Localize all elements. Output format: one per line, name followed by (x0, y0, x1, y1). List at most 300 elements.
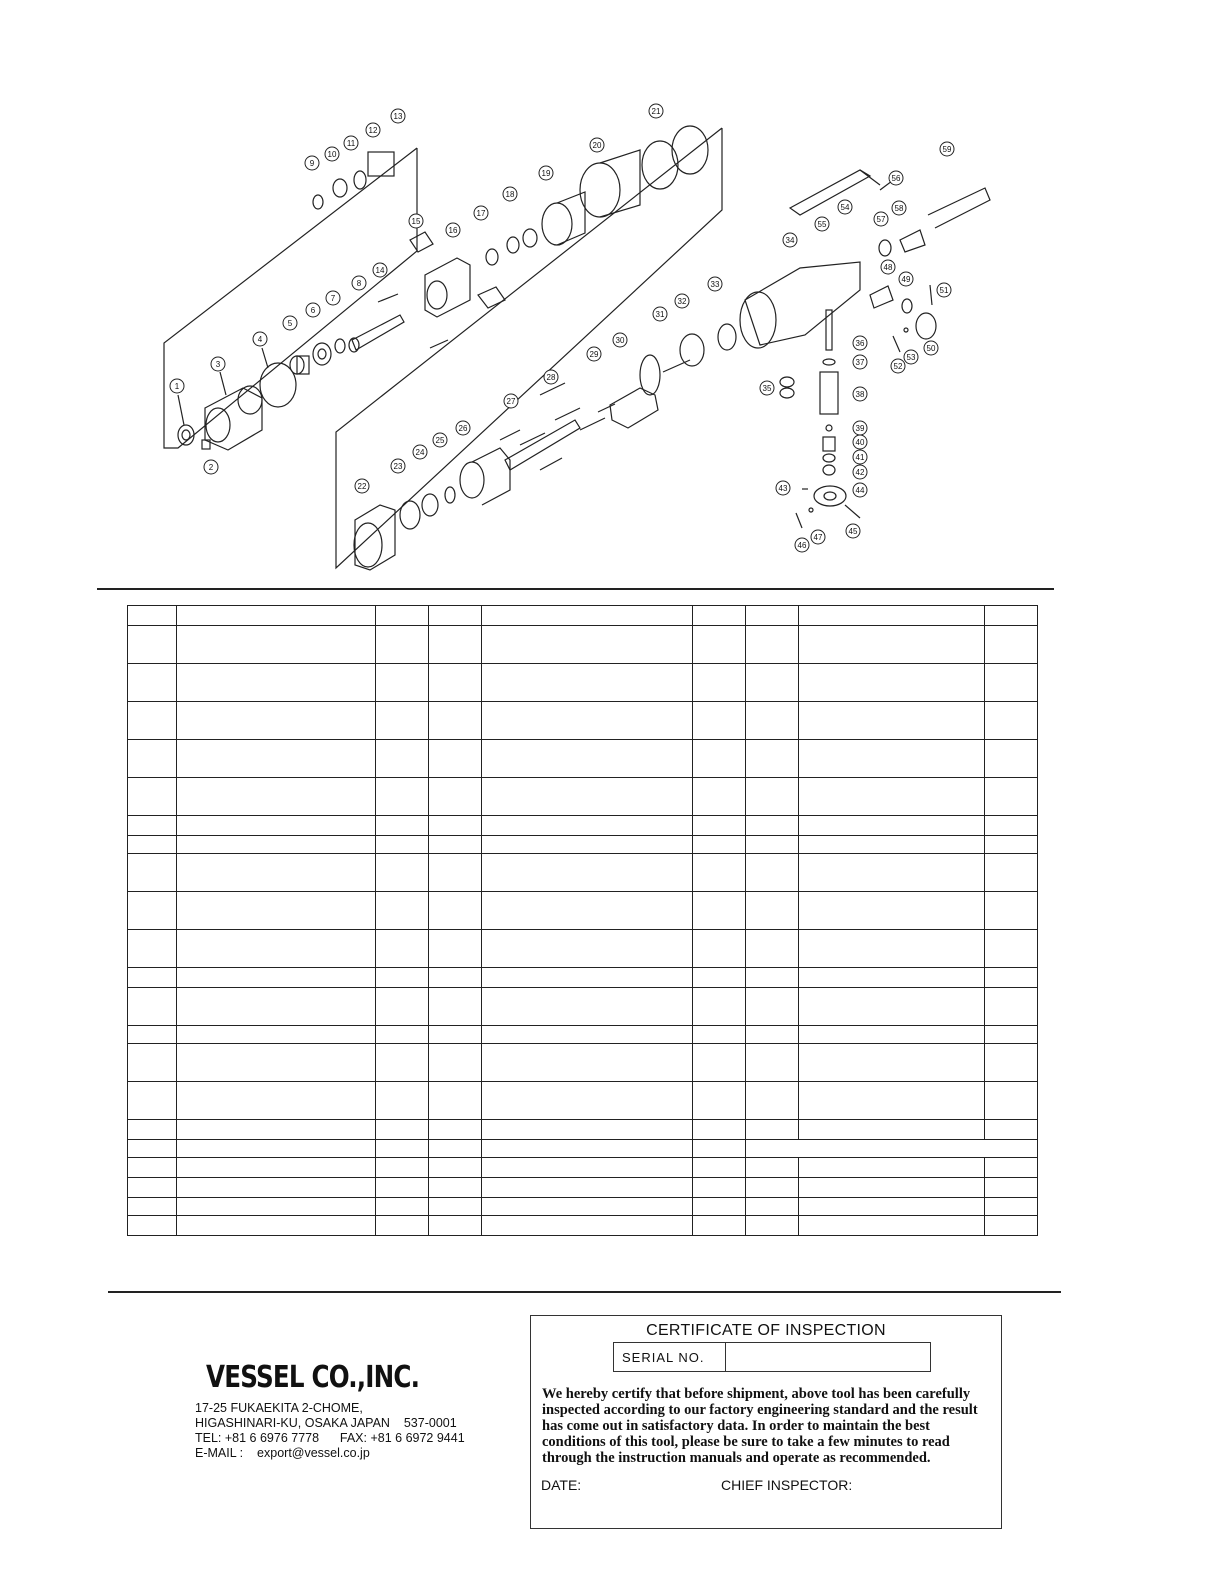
table-cell (693, 1140, 746, 1158)
callout-label-24: 24 (415, 448, 425, 457)
table-cell (128, 892, 177, 930)
table-cell (482, 778, 693, 816)
table-row (128, 606, 1038, 626)
table-cell (746, 968, 799, 988)
table-cell (482, 606, 693, 626)
table-cell (746, 1216, 799, 1236)
table-cell (429, 1178, 482, 1198)
table-cell (482, 626, 693, 664)
table-cell (746, 854, 799, 892)
callout-label-32: 32 (677, 297, 687, 306)
certificate-footer (541, 1477, 991, 1493)
callout-label-52: 52 (893, 362, 903, 371)
table-cell (376, 664, 429, 702)
callout-label-19: 19 (541, 169, 551, 178)
callout-label-50: 50 (926, 344, 936, 353)
table-cell (693, 968, 746, 988)
table-cell (482, 1198, 693, 1216)
table-cell (482, 836, 693, 854)
callout-label-31: 31 (655, 310, 665, 319)
callout-label-40: 40 (855, 438, 865, 447)
table-cell (429, 1082, 482, 1120)
table-row (128, 778, 1038, 816)
table-cell (693, 892, 746, 930)
table-cell (985, 836, 1038, 854)
table-cell (376, 1140, 429, 1158)
callout-label-15: 15 (411, 217, 421, 226)
table-cell (429, 892, 482, 930)
table-cell (746, 930, 799, 968)
table-cell (429, 626, 482, 664)
table-cell (376, 968, 429, 988)
table-cell (429, 816, 482, 836)
table-cell (429, 968, 482, 988)
address-line-2: HIGASHINARI-KU, OSAKA JAPAN 537-0001 (195, 1416, 457, 1430)
table-cell (985, 930, 1038, 968)
callout-label-45: 45 (848, 527, 858, 536)
table-cell (376, 892, 429, 930)
table-row (128, 1216, 1038, 1236)
table-cell (985, 968, 1038, 988)
frame-front (164, 148, 417, 448)
table-cell (482, 892, 693, 930)
callout-label-57: 57 (876, 215, 886, 224)
table-cell (693, 1198, 746, 1216)
callout-label-3: 3 (215, 360, 221, 369)
table-cell (746, 836, 799, 854)
table-cell (746, 1158, 799, 1178)
table-row (128, 816, 1038, 836)
table-cell (693, 664, 746, 702)
table-cell (693, 988, 746, 1026)
table-cell (429, 606, 482, 626)
table-cell (482, 968, 693, 988)
callout-label-35: 35 (762, 384, 772, 393)
table-cell (746, 1082, 799, 1120)
table-cell (799, 892, 985, 930)
callout-label-9: 9 (309, 159, 315, 168)
table-cell (985, 988, 1038, 1026)
table-cell (376, 1026, 429, 1044)
table-cell (482, 854, 693, 892)
table-cell (128, 1082, 177, 1120)
serial-number-box (613, 1342, 931, 1372)
callout-label-51: 51 (939, 286, 949, 295)
divider-bottom (108, 1291, 1061, 1293)
callout-label-11: 11 (346, 139, 356, 148)
table-row (128, 1178, 1038, 1198)
table-cell (799, 836, 985, 854)
table-cell (799, 1216, 985, 1236)
table-cell (746, 816, 799, 836)
callout-label-26: 26 (458, 424, 468, 433)
table-cell (177, 702, 376, 740)
table-cell (128, 1178, 177, 1198)
callout-label-23: 23 (393, 462, 403, 471)
table-cell (128, 664, 177, 702)
callout-label-59: 59 (942, 145, 952, 154)
table-cell (128, 1044, 177, 1082)
table-cell (177, 626, 376, 664)
table-cell (177, 606, 376, 626)
table-cell (985, 702, 1038, 740)
table-cell (429, 1044, 482, 1082)
callout-label-25: 25 (435, 436, 445, 445)
table-cell (746, 626, 799, 664)
callout-label-27: 27 (506, 397, 516, 406)
table-cell (799, 930, 985, 968)
callout-label-55: 55 (817, 220, 827, 229)
callout-label-13: 13 (393, 112, 403, 121)
certificate-body: We hereby certify that before shipment, above tool has been carefully inspected according to our factory engineering standard and the result has come out in satisfactory data. In order to maintain the best conditions of this tool, please be sure to take a few minutes to read through the instruction manuals and operate as recommended. (542, 1386, 978, 1466)
table-cell (693, 930, 746, 968)
table-cell (985, 606, 1038, 626)
table-row (128, 740, 1038, 778)
table-row (128, 836, 1038, 854)
callout-label-14: 14 (375, 266, 385, 275)
table-row (128, 664, 1038, 702)
table-cell (482, 1120, 693, 1140)
table-cell (693, 816, 746, 836)
callout-label-2: 2 (208, 463, 214, 472)
table-row (128, 930, 1038, 968)
table-row (128, 1026, 1038, 1044)
table-cell (693, 1216, 746, 1236)
table-cell (799, 854, 985, 892)
table-cell (376, 702, 429, 740)
table-cell (376, 1178, 429, 1198)
table-row (128, 988, 1038, 1026)
table-cell (177, 740, 376, 778)
table-cell (177, 1082, 376, 1120)
table-cell (985, 664, 1038, 702)
table-cell (429, 1158, 482, 1178)
table-cell (799, 740, 985, 778)
callout-label-17: 17 (476, 209, 486, 218)
table-cell (128, 854, 177, 892)
table-cell (985, 626, 1038, 664)
table-cell (693, 1044, 746, 1082)
table-cell (177, 930, 376, 968)
callout-label-48: 48 (883, 263, 893, 272)
serial-value-field (726, 1343, 930, 1371)
table-cell (746, 1198, 799, 1216)
table-cell (985, 1120, 1038, 1140)
table-cell (985, 1044, 1038, 1082)
table-cell (376, 836, 429, 854)
table-cell (376, 1216, 429, 1236)
table-cell (746, 988, 799, 1026)
table-cell (376, 1158, 429, 1178)
email-line: E-MAIL : export@vessel.co.jp (195, 1446, 370, 1460)
table-cell (429, 1026, 482, 1044)
table-cell (985, 1082, 1038, 1120)
callout-label-38: 38 (855, 390, 865, 399)
table-row (128, 1158, 1038, 1178)
callout-label-18: 18 (505, 190, 515, 199)
table-cell (746, 1120, 799, 1140)
table-cell (376, 1120, 429, 1140)
callout-label-29: 29 (589, 350, 599, 359)
callout-label-47: 47 (813, 533, 823, 542)
table-cell (128, 1140, 177, 1158)
table-cell (985, 778, 1038, 816)
diagram-svg (0, 0, 1225, 585)
table-cell (693, 1026, 746, 1044)
table-cell (177, 1158, 376, 1178)
table-cell (693, 1158, 746, 1178)
callout-label-44: 44 (855, 486, 865, 495)
phone-fax-line: TEL: +81 6 6976 7778 FAX: +81 6 6972 9441 (195, 1431, 465, 1445)
callout-label-1: 1 (174, 382, 180, 391)
table-cell (429, 740, 482, 778)
table-cell (746, 1044, 799, 1082)
callout-label-30: 30 (615, 336, 625, 345)
table-cell (429, 778, 482, 816)
table-row (128, 1044, 1038, 1082)
callout-label-56: 56 (891, 174, 901, 183)
callout-label-7: 7 (330, 294, 336, 303)
table-cell (482, 1026, 693, 1044)
table-cell (985, 854, 1038, 892)
table-cell (985, 1178, 1038, 1198)
callout-label-22: 22 (357, 482, 367, 491)
callout-label-37: 37 (855, 358, 865, 367)
callout-label-4: 4 (257, 335, 263, 344)
table-cell (177, 1198, 376, 1216)
table-cell (693, 626, 746, 664)
table-cell (128, 930, 177, 968)
table-cell (376, 1082, 429, 1120)
table-cell (177, 778, 376, 816)
table-cell (799, 816, 985, 836)
table-cell (128, 1216, 177, 1236)
callout-label-53: 53 (906, 353, 916, 362)
table-cell (799, 626, 985, 664)
callout-label-5: 5 (287, 319, 293, 328)
table-cell (799, 1198, 985, 1216)
table-cell (693, 606, 746, 626)
table-cell (429, 854, 482, 892)
table-cell (693, 854, 746, 892)
table-cell (482, 1082, 693, 1120)
callout-label-54: 54 (840, 203, 850, 212)
table-cell (799, 702, 985, 740)
parts-table (127, 605, 1038, 1236)
table-cell (376, 740, 429, 778)
table-cell (429, 1120, 482, 1140)
table-cell (799, 606, 985, 626)
table-cell (429, 1216, 482, 1236)
table-cell (746, 892, 799, 930)
table-cell (429, 1198, 482, 1216)
table-cell (746, 1026, 799, 1044)
table-cell (482, 816, 693, 836)
table-cell (985, 1198, 1038, 1216)
callout-label-58: 58 (894, 204, 904, 213)
table-cell (482, 1140, 693, 1158)
table-cell (128, 836, 177, 854)
table-cell (799, 664, 985, 702)
table-cell (799, 988, 985, 1026)
table-cell (376, 816, 429, 836)
table-cell (177, 854, 376, 892)
table-cell (177, 816, 376, 836)
callout-label-10: 10 (327, 150, 337, 159)
table-cell (746, 702, 799, 740)
table-cell (429, 702, 482, 740)
callout-label-16: 16 (448, 226, 458, 235)
table-row (128, 1140, 1038, 1158)
table-cell (376, 606, 429, 626)
table-cell (746, 740, 799, 778)
callout-label-39: 39 (855, 424, 865, 433)
table-cell (376, 854, 429, 892)
table-cell (693, 778, 746, 816)
company-name: VESSEL CO.,INC. (206, 1360, 420, 1395)
table-cell (799, 1082, 985, 1120)
table-cell (128, 1158, 177, 1178)
table-cell (985, 892, 1038, 930)
table-cell (693, 702, 746, 740)
divider-top (97, 588, 1054, 590)
table-cell (693, 740, 746, 778)
table-cell (429, 988, 482, 1026)
table-cell (376, 778, 429, 816)
table-cell (746, 664, 799, 702)
table-cell (128, 968, 177, 988)
table-row (128, 892, 1038, 930)
table-cell (985, 816, 1038, 836)
callout-label-8: 8 (356, 279, 362, 288)
table-cell (128, 778, 177, 816)
table-cell (799, 1026, 985, 1044)
table-cell (429, 836, 482, 854)
table-row (128, 1198, 1038, 1216)
table-cell (177, 1178, 376, 1198)
table-cell (985, 1158, 1038, 1178)
table-cell (429, 930, 482, 968)
table-row (128, 1082, 1038, 1120)
table-cell (429, 1140, 482, 1158)
callout-label-6: 6 (310, 306, 316, 315)
certificate-of-inspection (530, 1315, 1002, 1529)
table-cell (746, 1140, 1038, 1158)
address-line-1: 17-25 FUKAEKITA 2-CHOME, (195, 1401, 363, 1415)
callout-label-20: 20 (592, 141, 602, 150)
table-cell (376, 930, 429, 968)
table-cell (693, 1120, 746, 1140)
table-cell (482, 1178, 693, 1198)
callout-label-33: 33 (710, 280, 720, 289)
callout-label-41: 41 (855, 453, 865, 462)
table-cell (177, 968, 376, 988)
table-cell (177, 988, 376, 1026)
table-cell (799, 1158, 985, 1178)
callout-label-46: 46 (797, 541, 807, 550)
table-cell (376, 1044, 429, 1082)
table-cell (177, 836, 376, 854)
table-cell (482, 664, 693, 702)
callout-label-12: 12 (368, 126, 378, 135)
table-row (128, 702, 1038, 740)
table-cell (128, 606, 177, 626)
table-row (128, 626, 1038, 664)
table-cell (799, 778, 985, 816)
table-cell (177, 1140, 376, 1158)
callout-label-28: 28 (546, 373, 556, 382)
table-cell (128, 816, 177, 836)
table-row (128, 968, 1038, 988)
table-cell (177, 1216, 376, 1236)
table-cell (177, 664, 376, 702)
table-cell (376, 626, 429, 664)
table-cell (128, 1120, 177, 1140)
table-cell (985, 740, 1038, 778)
table-cell (128, 702, 177, 740)
table-cell (482, 1216, 693, 1236)
table-cell (482, 1044, 693, 1082)
table-cell (799, 1178, 985, 1198)
table-cell (693, 836, 746, 854)
table-row (128, 1120, 1038, 1140)
table-cell (799, 1044, 985, 1082)
table-cell (376, 988, 429, 1026)
table-cell (429, 664, 482, 702)
table-cell (177, 1044, 376, 1082)
table-cell (746, 606, 799, 626)
table-cell (128, 1026, 177, 1044)
table-cell (128, 1198, 177, 1216)
table-cell (482, 702, 693, 740)
chief-inspector-label: CHIEF INSPECTOR: (721, 1477, 853, 1493)
table-cell (482, 988, 693, 1026)
table-cell (985, 1026, 1038, 1044)
table-cell (985, 1216, 1038, 1236)
table-cell (746, 778, 799, 816)
table-cell (799, 1120, 985, 1140)
company-block (190, 1355, 510, 1461)
table-cell (376, 1198, 429, 1216)
serial-label: SERIAL NO. (614, 1343, 726, 1371)
date-label: DATE: (541, 1477, 582, 1493)
callout-label-21: 21 (651, 107, 661, 116)
table-cell (482, 1158, 693, 1178)
callout-label-49: 49 (901, 275, 911, 284)
certificate-title: CERTIFICATE OF INSPECTION (646, 1322, 886, 1339)
table-cell (177, 892, 376, 930)
frame-middle (336, 128, 722, 568)
table-cell (177, 1026, 376, 1044)
table-cell (128, 988, 177, 1026)
table-cell (799, 968, 985, 988)
table-cell (746, 1178, 799, 1198)
table-cell (482, 930, 693, 968)
callout-label-43: 43 (778, 484, 788, 493)
callout-label-36: 36 (855, 339, 865, 348)
exploded-parts-diagram (0, 0, 1225, 585)
table-cell (128, 626, 177, 664)
table-row (128, 854, 1038, 892)
table-cell (693, 1082, 746, 1120)
table-cell (482, 740, 693, 778)
callout-label-34: 34 (785, 236, 795, 245)
callout-label-42: 42 (855, 468, 865, 477)
callout-group (170, 104, 954, 552)
table-cell (128, 740, 177, 778)
table-cell (693, 1178, 746, 1198)
table-cell (177, 1120, 376, 1140)
